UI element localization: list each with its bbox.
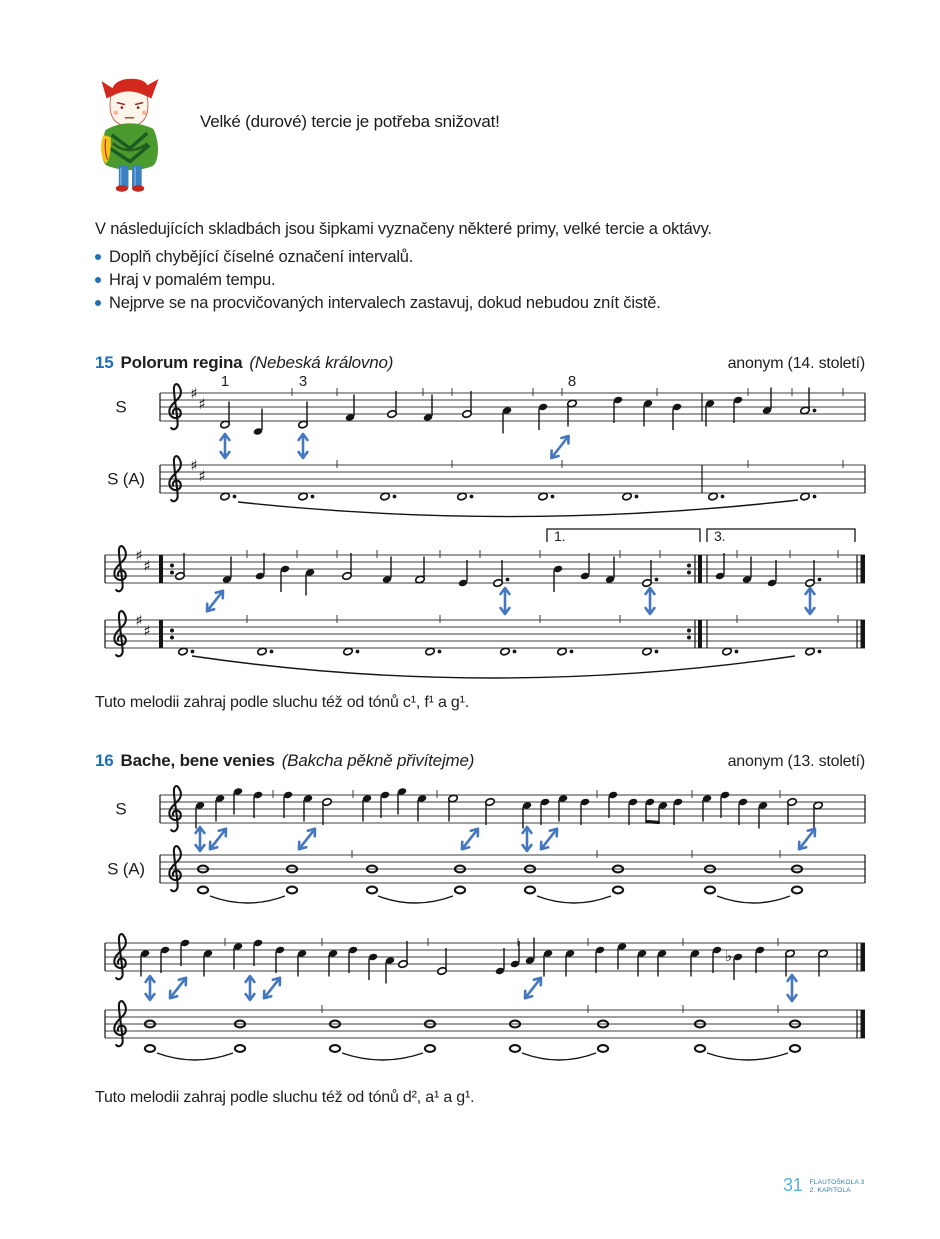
music-system-16-2 xyxy=(0,926,940,1078)
page-footer xyxy=(783,1176,865,1194)
footer-caption xyxy=(810,1176,865,1194)
footer-chapter: 2. KAPITOLA xyxy=(809,1186,851,1194)
music-system-16-1 xyxy=(0,778,940,913)
music-system-15-1 xyxy=(0,370,940,530)
piece-number: 15 xyxy=(95,353,114,372)
piece-subtitle: (Nebeská královno) xyxy=(249,353,394,372)
svg-text:♯: ♯ xyxy=(143,557,151,575)
svg-text:♭: ♭ xyxy=(725,947,732,965)
piece-15-note: Tuto melodii zahraj podle sluchu též od tónů c¹, f¹ a g¹. xyxy=(95,694,469,711)
svg-text:♯: ♯ xyxy=(198,395,206,413)
bullet-icon xyxy=(95,254,101,260)
svg-text:S: S xyxy=(115,799,127,819)
piece-attribution: anonym (14. století) xyxy=(727,355,865,372)
piece-16-heading xyxy=(95,751,865,771)
piece-title: Polorum regina xyxy=(120,353,243,372)
music-system-15-2 xyxy=(0,524,940,704)
svg-text:♯: ♯ xyxy=(198,467,206,485)
bullet-icon xyxy=(95,277,101,283)
footer-book-title: FLAUTOŠKOLA 3 xyxy=(809,1179,865,1186)
piece-title: Bache, bene venies xyxy=(120,751,275,770)
svg-text:3.: 3. xyxy=(714,528,726,544)
piece-attribution: anonym (13. století) xyxy=(727,753,865,770)
svg-text:3: 3 xyxy=(298,373,308,390)
svg-text:♯: ♯ xyxy=(135,611,143,630)
bullet-icon xyxy=(95,300,101,306)
svg-text:1: 1 xyxy=(220,373,230,390)
svg-text:S (A): S (A) xyxy=(107,469,145,489)
instruction-item: Nejprve se na procvičovaných intervalech zastavuj, dokud nebudou znít čistě. xyxy=(95,292,855,315)
piece-subtitle: (Bakcha pěkně přivítejme) xyxy=(281,751,475,770)
mascot-illustration xyxy=(98,72,162,192)
svg-text:S (A): S (A) xyxy=(107,859,145,879)
instruction-list xyxy=(95,246,855,315)
svg-text:♯: ♯ xyxy=(190,456,198,475)
instruction-item: Hraj v pomalém tempu. xyxy=(95,269,855,292)
piece-16-note: Tuto melodii zahraj podle sluchu též od tónů d², a¹ a g¹. xyxy=(95,1089,475,1106)
svg-text:S: S xyxy=(115,397,127,417)
svg-text:8: 8 xyxy=(567,373,577,390)
callout-text: Velké (durové) tercie je potřeba snižovat! xyxy=(200,112,500,131)
intro-paragraph: V následujících skladbách jsou šipkami vyznačeny některé primy, velké tercie a oktávy. xyxy=(95,220,712,238)
instruction-item: Doplň chybějící číselné označení intervalů. xyxy=(95,246,855,269)
page-number: 31 xyxy=(783,1175,803,1195)
svg-text:♯: ♯ xyxy=(135,546,143,565)
piece-number: 16 xyxy=(95,751,114,770)
svg-text:♯: ♯ xyxy=(143,622,151,640)
svg-text:♯: ♯ xyxy=(190,384,198,403)
svg-text:1.: 1. xyxy=(554,528,566,544)
